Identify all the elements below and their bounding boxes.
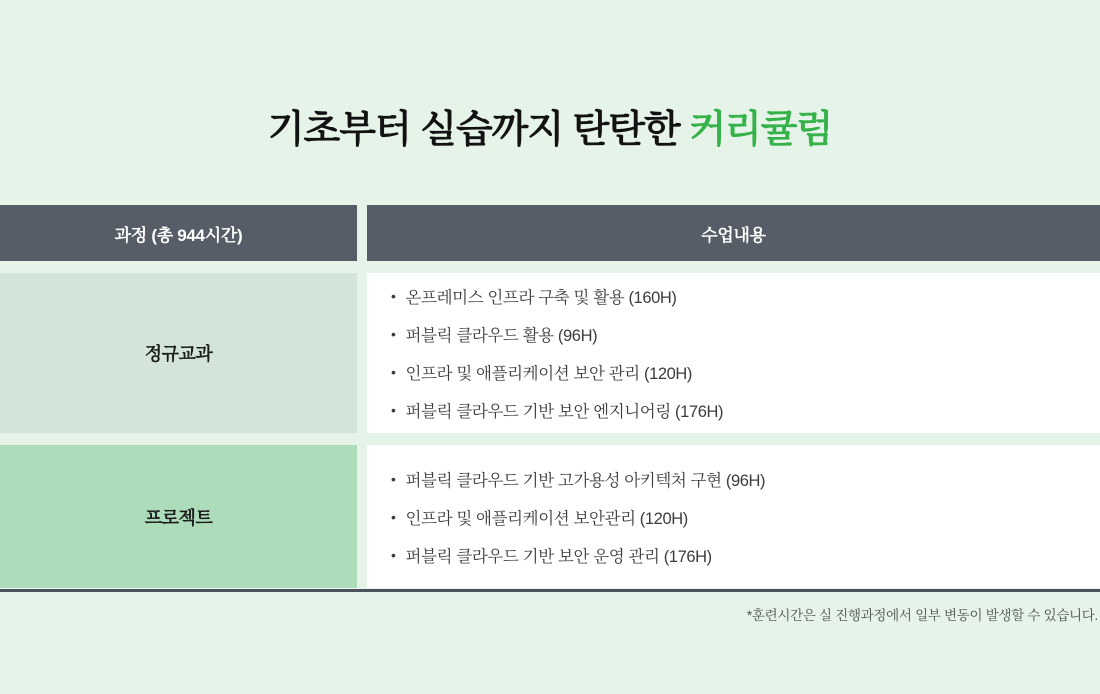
list-item-text: 퍼블릭 클라우드 기반 보안 엔지니어링 (176H) bbox=[405, 403, 724, 421]
list-item bbox=[391, 467, 1100, 491]
table-header-contents: 수업내용 bbox=[367, 205, 1100, 261]
bullet-icon: • bbox=[391, 288, 396, 304]
list-item-text: 인프라 및 애플리케이션 보안 관리 (120H) bbox=[405, 365, 693, 383]
list-item-text: 온프레미스 인프라 구축 및 활용 (160H) bbox=[405, 289, 677, 307]
bullet-icon: • bbox=[391, 402, 396, 418]
list-item-text: 퍼블릭 클라우드 기반 고가용성 아키텍처 구현 (96H) bbox=[405, 471, 766, 490]
list-item bbox=[391, 505, 1100, 529]
bullet-icon: • bbox=[391, 508, 396, 525]
list-item-text: 인프라 및 애플리케이션 보안관리 (120H) bbox=[405, 509, 688, 528]
bullet-icon: • bbox=[391, 364, 396, 380]
bullet-icon: • bbox=[391, 470, 396, 487]
list-item bbox=[391, 398, 1100, 422]
title-highlight: 커리큘럼 bbox=[689, 109, 833, 151]
row-label-regular-course: 정규교과 bbox=[0, 273, 357, 433]
list-item bbox=[391, 284, 1100, 308]
list-item-text: 퍼블릭 클라우드 기반 보안 운영 관리 (176H) bbox=[405, 547, 712, 566]
row-label-project: 프로젝트 bbox=[0, 445, 357, 588]
curriculum-table bbox=[0, 205, 1100, 588]
page-title bbox=[0, 0, 1100, 153]
list-item-text: 퍼블릭 클라우드 활용 (96H) bbox=[405, 327, 598, 345]
bullet-icon: • bbox=[391, 546, 396, 563]
table-header-course: 과정 (총 944시간) bbox=[0, 205, 357, 261]
row-content-project bbox=[367, 445, 1100, 588]
bullet-icon: • bbox=[391, 326, 396, 342]
footnote: *훈련시간은 실 진행과정에서 일부 변동이 발생할 수 있습니다. bbox=[746, 608, 1098, 623]
table-bottom-border bbox=[0, 589, 1100, 592]
page-title-text bbox=[268, 109, 832, 151]
row-content-regular-course bbox=[367, 273, 1100, 433]
title-prefix: 기초부터 실습까지 탄탄한 bbox=[267, 109, 690, 151]
list-item bbox=[391, 322, 1100, 346]
list-item bbox=[391, 543, 1100, 567]
list-item bbox=[391, 360, 1100, 384]
